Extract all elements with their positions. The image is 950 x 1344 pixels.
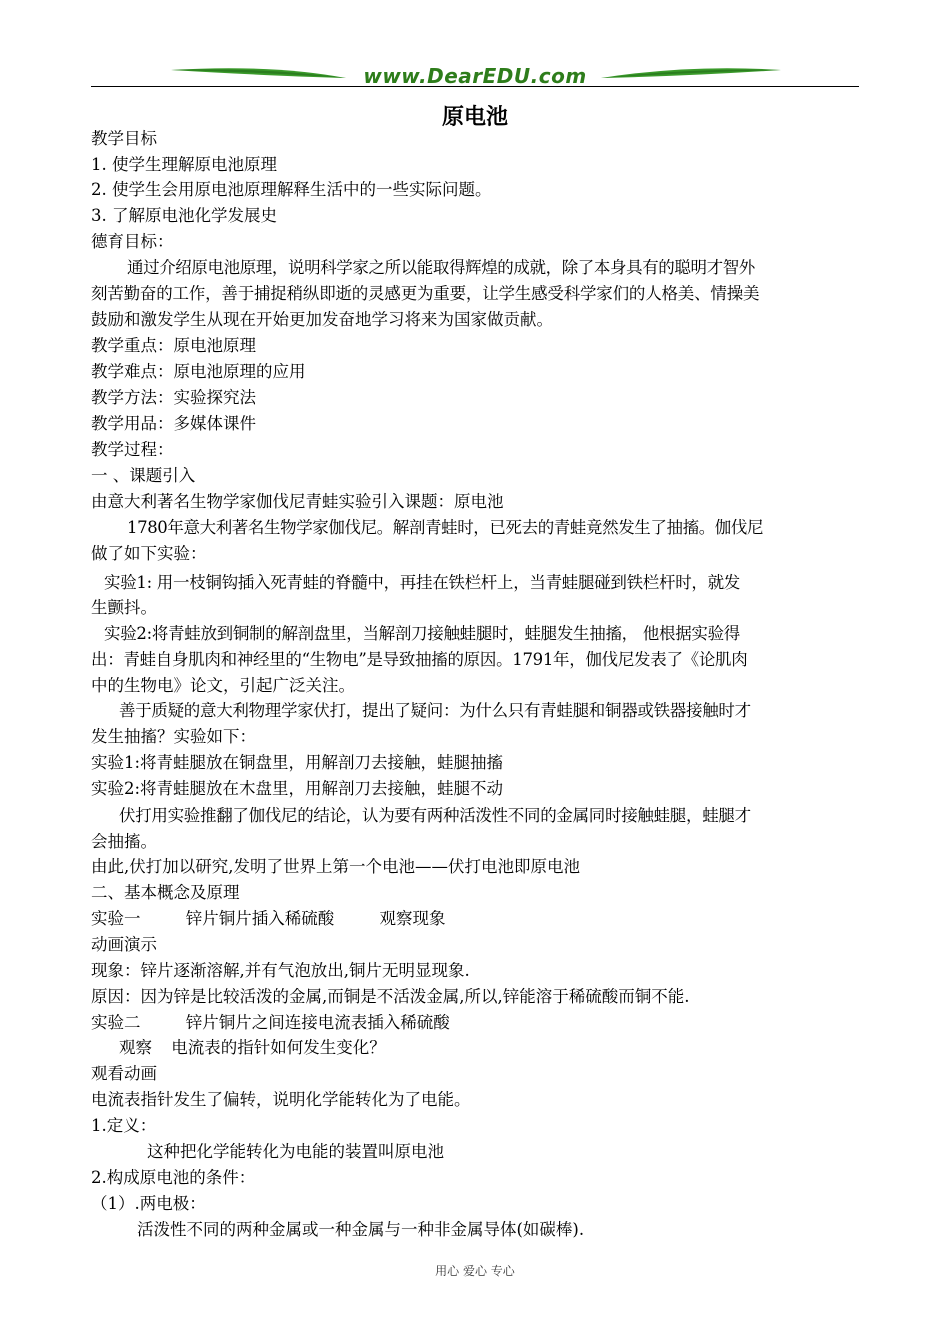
site-url: www.DearEDU.com	[363, 64, 587, 88]
text-line: 生颤抖。	[91, 598, 157, 617]
text-line: 这种把化学能转化为电能的装置叫原电池	[147, 1142, 444, 1161]
text-line: 中的生物电》论文，引起广泛关注。	[91, 676, 355, 695]
text-line: 会抽搐。	[91, 832, 157, 851]
text-line: 通过介绍原电池原理，说明科学家之所以能取得辉煌的成就，除了本身具有的聪明才智外	[127, 258, 755, 277]
section-heading: 二、基本概念及原理	[91, 883, 240, 902]
text-line: 教学重点：原电池原理	[91, 336, 256, 355]
text-line: 电流表指针发生了偏转，说明化学能转化为了电能。	[91, 1090, 471, 1109]
text-line: 原因：因为锌是比较活泼的金属,而铜是不活泼金属,所以,锌能溶于稀硫酸而铜不能.	[91, 987, 690, 1006]
text-line: 1. 使学生理解原电池原理	[91, 155, 277, 174]
text-line: 实验2:将青蛙放到铜制的解剖盘里，当解剖刀接触蛙腿时，蛙腿发生抽搐， 他根据实验得	[104, 624, 741, 643]
text-line: 现象：锌片逐渐溶解,并有气泡放出,铜片无明显现象.	[91, 961, 470, 980]
text-line: 实验1:将青蛙腿放在铜盘里，用解剖刀去接触，蛙腿抽搐	[91, 753, 504, 772]
text-line: 出：青蛙自身肌肉和神经里的“生物电”是导致抽搐的原因。1791年，伽伐尼发表了《论肌肉	[91, 650, 748, 669]
text-line: 做了如下实验：	[91, 544, 207, 563]
text-line: 教学目标	[91, 129, 157, 148]
text-line: 1.定义：	[91, 1116, 157, 1135]
text-line: 2.构成原电池的条件：	[91, 1168, 256, 1187]
text-line: 3. 了解原电池化学发展史	[91, 206, 277, 225]
text-line: 教学方法：实验探究法	[91, 388, 256, 407]
text-line: 观看动画	[91, 1064, 157, 1083]
text-line: 由此,伏打加以研究,发明了世界上第一个电池——伏打电池即原电池	[91, 857, 580, 876]
text-line: 教学过程：	[91, 440, 174, 459]
text-line: 教学用品：多媒体课件	[91, 414, 256, 433]
text-line: 善于质疑的意大利物理学家伏打，提出了疑问：为什么只有青蛙腿和铜器或铁器接触时才	[119, 701, 751, 720]
page-footer: 用心 爱心 专心	[435, 1264, 515, 1278]
text-line: 实验1: 用一枝铜钩插入死青蛙的脊髓中，再挂在铁栏杆上，当青蛙腿碰到铁栏杆时，就发	[104, 573, 741, 592]
site-header-banner	[91, 62, 859, 92]
page-title: 原电池	[441, 105, 508, 130]
text-line: 由意大利著名生物学家伽伐尼青蛙实验引入课题：原电池	[91, 492, 504, 511]
text-line: 实验2:将青蛙腿放在木盘里，用解剖刀去接触，蛙腿不动	[91, 779, 504, 798]
text-line: 伏打用实验推翻了伽伐尼的结论，认为要有两种活泼性不同的金属同时接触蛙腿，蛙腿才	[119, 806, 751, 825]
text-line: 观察 电流表的指针如何发生变化？	[119, 1038, 386, 1057]
text-line: 鼓励和激发学生从现在开始更加发奋地学习将来为国家做贡献。	[91, 310, 553, 329]
section-heading: 一 、课题引入	[91, 466, 196, 485]
text-line: 2. 使学生会用原电池原理解释生活中的一些实际问题。	[91, 180, 492, 199]
text-line: 发生抽搐？实验如下：	[91, 727, 256, 746]
text-line: 刻苦勤奋的工作，善于捕捉稍纵即逝的灵感更为重要，让学生感受科学家们的人格美、情操美	[91, 284, 760, 303]
text-line: （1）.两电极：	[91, 1194, 206, 1213]
text-line: 实验二 锌片铜片之间连接电流表插入稀硫酸	[91, 1013, 450, 1032]
text-line: 动画演示	[91, 935, 157, 954]
text-line: 活泼性不同的两种金属或一种金属与一种非金属导体(如碳棒).	[137, 1220, 585, 1239]
text-line: 教学难点：原电池原理的应用	[91, 362, 306, 381]
text-line: 实验一 锌片铜片插入稀硫酸 观察现象	[91, 909, 446, 928]
header-rule	[91, 86, 859, 87]
text-line: 1780年意大利著名生物学家伽伐尼。解剖青蛙时，已死去的青蛙竟然发生了抽搐。伽伐尼	[127, 518, 764, 537]
text-line: 德育目标：	[91, 232, 174, 251]
